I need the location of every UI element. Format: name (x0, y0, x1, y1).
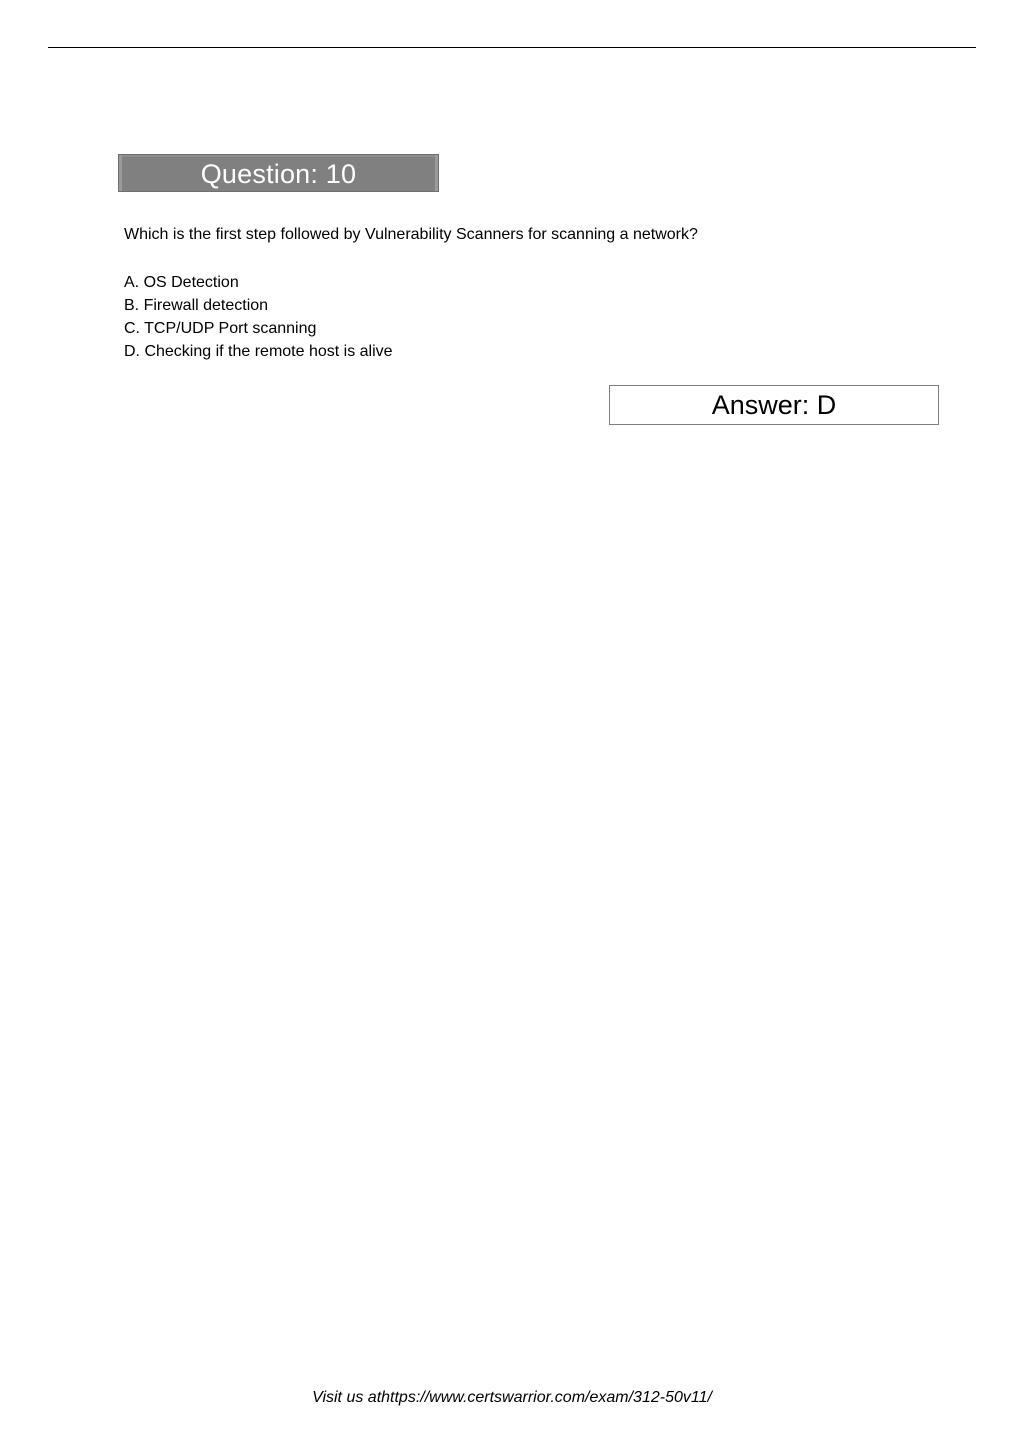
option-a: A. OS Detection (124, 274, 239, 291)
question-number-label: Question: 10 (200, 159, 357, 189)
top-divider (48, 47, 976, 48)
footer-visit-link[interactable]: Visit us athttps://www.certswarrior.com/exam/312-50v11/ (312, 1389, 712, 1406)
answer-options-list (124, 271, 393, 363)
option-b: B. Firewall detection (124, 297, 269, 314)
answer-box (609, 385, 939, 425)
question-header (118, 154, 439, 192)
option-c: C. TCP/UDP Port scanning (124, 320, 317, 337)
option-d: D. Checking if the remote host is alive (124, 343, 393, 360)
answer-label: Answer: D (711, 390, 837, 420)
question-text: Which is the first step followed by Vulnerability Scanners for scanning a network? (124, 226, 698, 243)
